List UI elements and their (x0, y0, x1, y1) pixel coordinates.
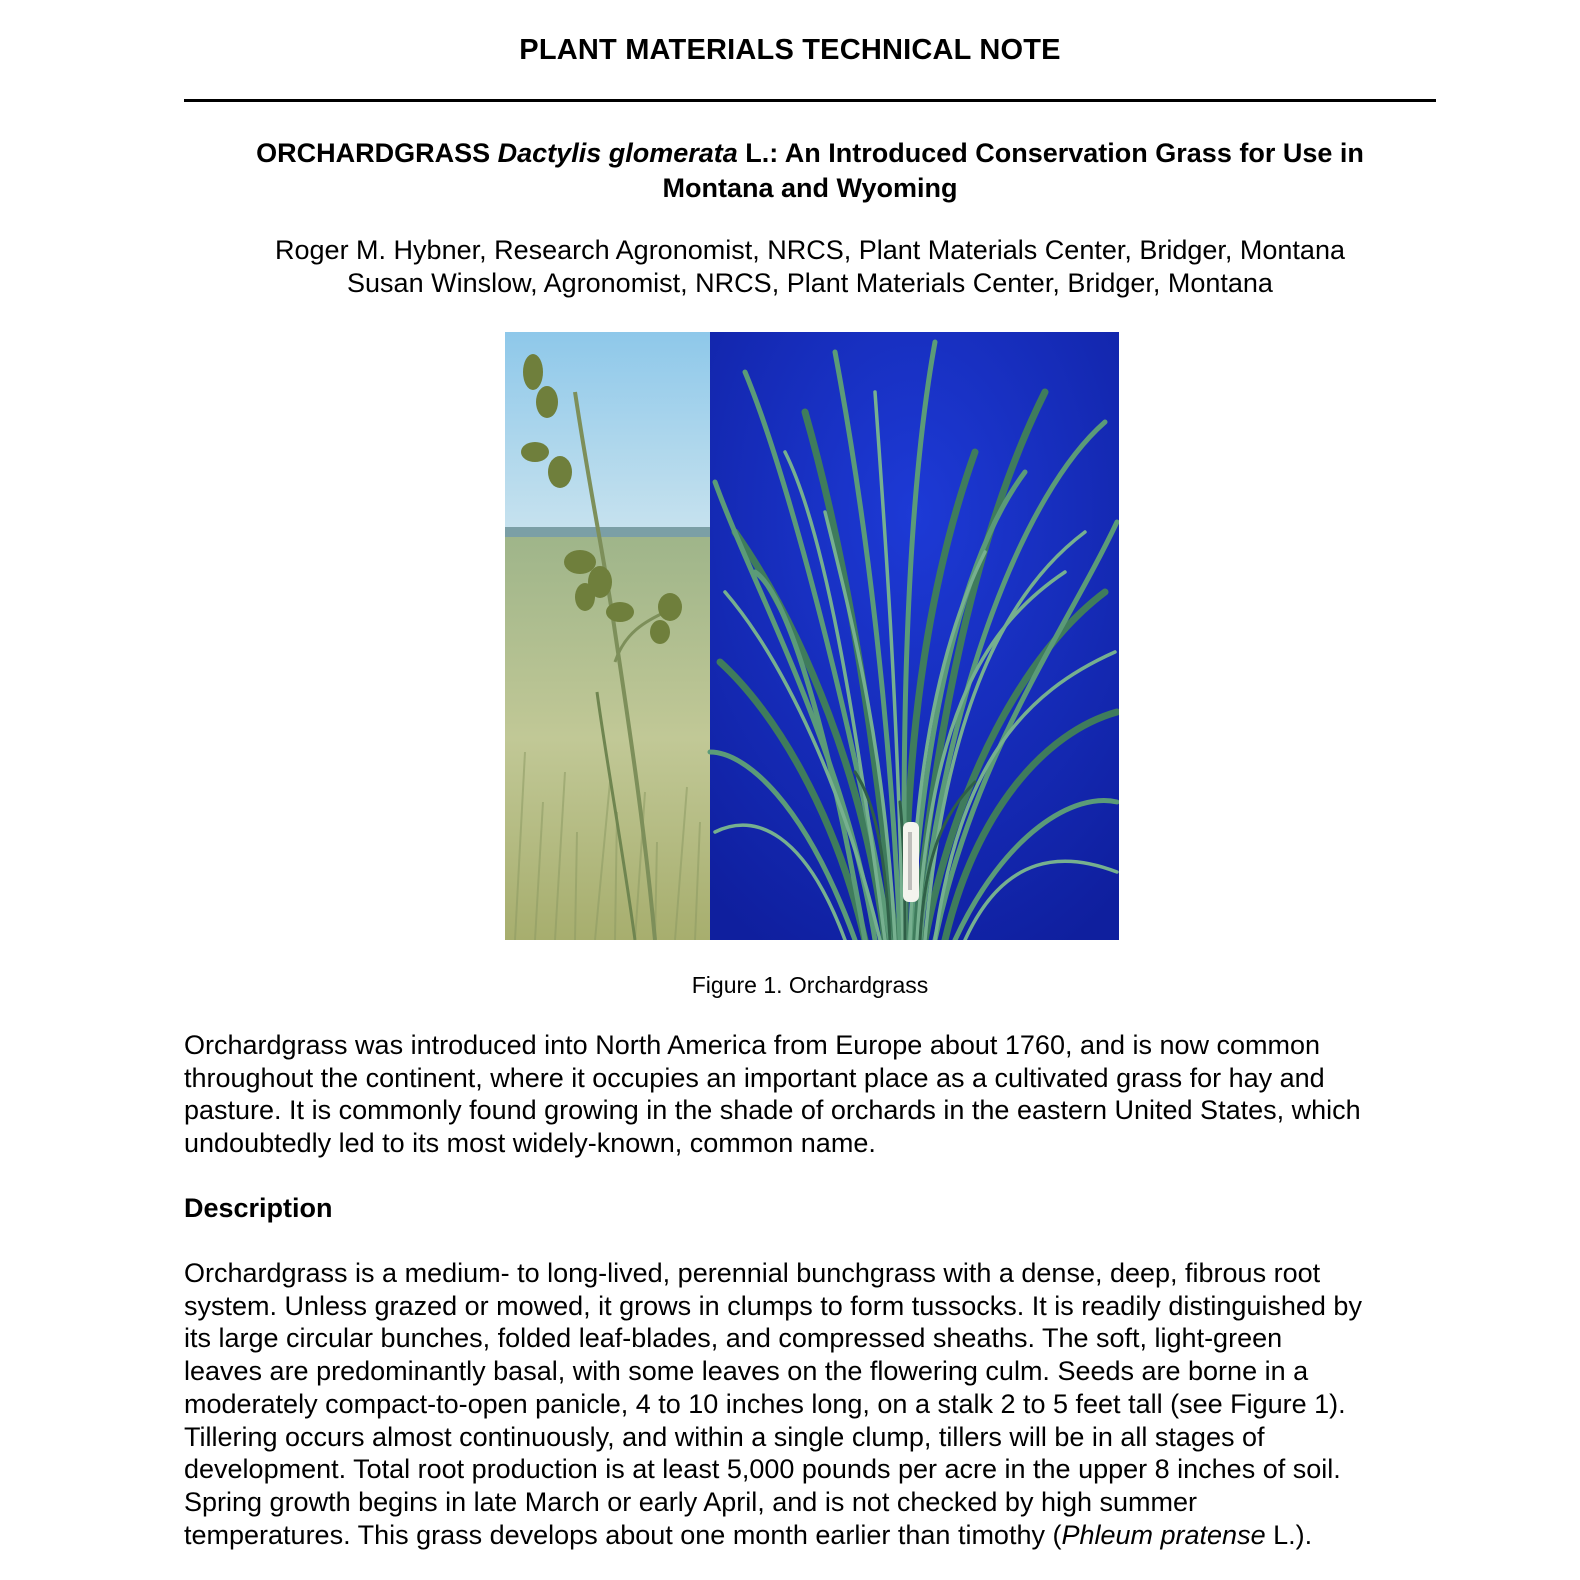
description-heading: Description (184, 1193, 333, 1223)
description-last-before: temperatures. This grass develops about one month earlier than timothy ( (184, 1519, 1062, 1550)
description-line-5: moderately compact-to-open panicle, 4 to 10 inches long, on a stalk 2 to 5 feet tall (see Figure 1). (184, 1388, 1346, 1419)
description-line-2: system. Unless grazed or mowed, it grows in clumps to form tussocks. It is readily distinguished by (184, 1290, 1362, 1321)
title-prefix: ORCHARDGRASS (256, 138, 498, 168)
figure-caption: Figure 1. Orchardgrass (691, 972, 929, 998)
orchardgrass-photo-image (505, 332, 1119, 940)
authors-block (184, 234, 1436, 300)
intro-line-4: undoubtedly led to its most widely-known, common name. (184, 1128, 876, 1159)
description-line-4: leaves are predominantly basal, with some leaves on the flowering culm. Seeds are borne in a (184, 1356, 1309, 1387)
description-line-6: Tillering occurs almost continuously, and within a single clump, tillers will be in all stages of (184, 1421, 1265, 1452)
description-line-1: Orchardgrass is a medium- to long-lived, perennial bunchgrass with a dense, deep, fibrous root (184, 1258, 1321, 1288)
description-line-3: its large circular bunches, folded leaf-blades, and compressed sheaths. The soft, light-green (184, 1323, 1283, 1354)
description-line-9 (184, 1519, 1444, 1552)
intro-line-1: Orchardgrass was introduced into North America from Europe about 1760, and is now common (184, 1030, 1321, 1060)
header-title: PLANT MATERIALS TECHNICAL NOTE (519, 34, 1061, 66)
description-paragraph (184, 1257, 1444, 1551)
description-line-8: Spring growth begins in late March or early April, and is not checked by high summer (184, 1486, 1198, 1517)
document-title (184, 136, 1436, 206)
document-title-line-2: Montana and Wyoming (662, 173, 958, 203)
title-species: Dactylis glomerata (497, 138, 738, 168)
description-last-after: L.). (1265, 1519, 1313, 1550)
author-2: Susan Winslow, Agronomist, NRCS, Plant Materials Center, Bridger, Montana (347, 268, 1273, 298)
author-1: Roger M. Hybner, Research Agronomist, NRCS, Plant Materials Center, Bridger, Montana (275, 235, 1345, 265)
intro-line-3: pasture. It is commonly found growing in the shade of orchards in the eastern United States, which (184, 1095, 1361, 1126)
intro-line-2: throughout the continent, where it occupies an important place as a cultivated grass for hay and (184, 1062, 1325, 1093)
intro-paragraph (184, 1029, 1444, 1160)
title-suffix: L.: An Introduced Conservation Grass for Use in (737, 138, 1364, 168)
description-line-7: development. Total root production is at least 5,000 pounds per acre in the upper 8 inches of soil. (184, 1454, 1341, 1485)
header-divider (184, 99, 1436, 102)
figure-orchardgrass-photo (505, 332, 1119, 940)
description-last-species: Phleum pratense (1061, 1519, 1266, 1550)
document-title-line-1 (184, 136, 1436, 171)
